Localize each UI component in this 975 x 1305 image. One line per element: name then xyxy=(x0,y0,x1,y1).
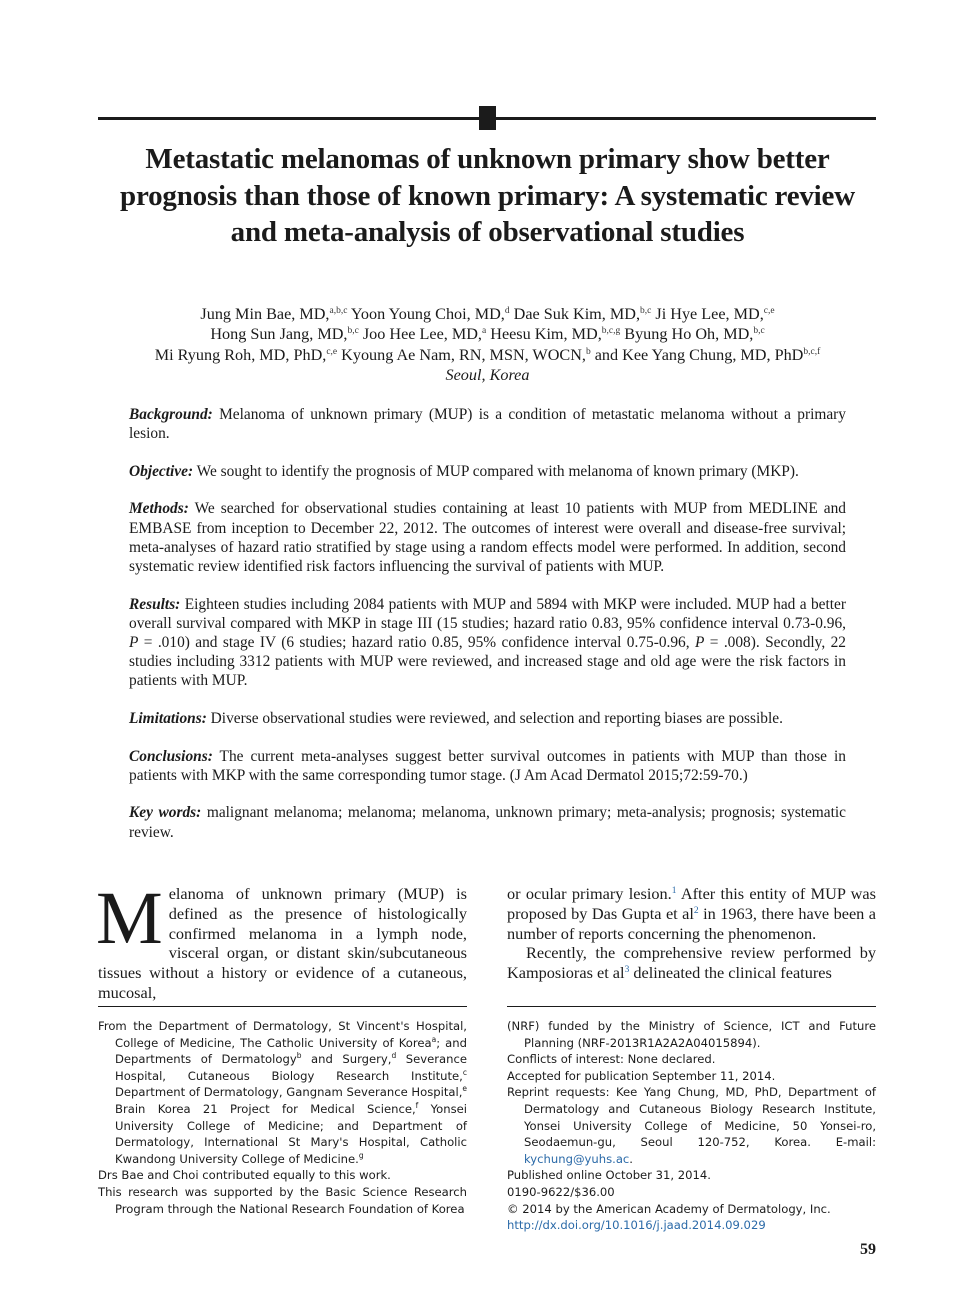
note-text: Yonsei University College of Medicine; and Department of Dermatology, International St Mary's Hospital, Catholic Kwandong University College of Medicine. xyxy=(115,1101,468,1166)
affiliation-marker: c,e xyxy=(763,306,775,316)
affiliation-marker: b,c xyxy=(640,306,652,316)
author: Ji Hye Lee, MD, xyxy=(651,305,764,323)
author-line-1 xyxy=(80,304,895,324)
section-text: = .008). Secondly, 22 studies including 3312 patients with MUP were reviewed, and increased stage and old age were the risk factors in patients with MUP. xyxy=(129,634,846,690)
author: Dae Suk Kim, MD, xyxy=(509,305,641,323)
equal-contribution-note: Drs Bae and Choi contributed equally to this work. xyxy=(98,1168,391,1183)
body-text: or ocular primary lesion. xyxy=(507,884,672,903)
section-label: Background: xyxy=(129,406,213,423)
section-label: Limitations: xyxy=(129,710,207,727)
affiliation-marker: e xyxy=(462,1084,468,1094)
note-text: Brain Korea 21 Project for Medical Science, xyxy=(115,1101,416,1116)
email-link[interactable]: kychung@yuhs.ac xyxy=(524,1151,630,1166)
author: Mi Ryung Roh, MD, PhD, xyxy=(154,345,327,364)
abstract-results xyxy=(129,595,846,691)
author-location: Seoul, Korea xyxy=(445,365,530,384)
body-paragraph xyxy=(507,943,876,983)
reprint-note: Reprint requests: Kee Yang Chung, MD, PhD, Department of Dermatology and Cutaneous Biology Research Institute, Yonsei University College of Medicine, 50 Yonsei-ro, Seodaemun-gu, Seoul 120-752, Korea. E-mail: kychung@yuhs.ac. xyxy=(507,1085,876,1166)
footnotes-right xyxy=(507,1018,876,1234)
affiliation-marker: d xyxy=(391,1051,397,1061)
drop-cap: M xyxy=(96,877,163,960)
section-text: = .010) and stage IV (6 studies; hazard ratio 0.85, 95% confidence interval 0.75-0.96, xyxy=(138,634,695,651)
author: and Kee Yang Chung, MD, PhD xyxy=(590,345,804,364)
article-title: Metastatic melanomas of unknown primary show better prognosis than those of known primary: A systematic review and meta-analysis of observational studies xyxy=(120,143,855,248)
section-text: We searched for observational studies containing at least 10 patients with MUP from MEDLINE and EMBASE from inception to December 22, 2012. The outcomes of interest were overall and disease-free survival; meta-analyses of hazard ratio stratified by stage using a random effects model were performed. In addition, second systematic review identified risk factors influencing the survival of patients with MUP. xyxy=(129,500,846,575)
section-label: Objective: xyxy=(129,462,194,480)
abstract-methods xyxy=(129,499,846,576)
section-label: Methods: xyxy=(129,500,189,518)
affiliation-marker: a,b,c xyxy=(329,306,348,316)
affiliation-marker: g xyxy=(358,1150,364,1160)
footnotes-left xyxy=(98,1018,467,1217)
author: Heesu Kim, MD, xyxy=(486,325,602,344)
affiliation-marker: a xyxy=(481,326,487,337)
section-text: The current meta-analyses suggest better survival outcomes in patients with MUP than those in patients with MKP with the same corresponding tumor stage. (J Am Acad Dermatol 2015;72:59-70.) xyxy=(129,747,846,784)
abstract-objective xyxy=(129,462,846,481)
affiliation-marker: a xyxy=(431,1034,437,1044)
reference-link[interactable]: 3 xyxy=(624,965,630,976)
author-list xyxy=(80,304,895,385)
abstract-keywords xyxy=(129,803,846,841)
affiliation-marker: f xyxy=(415,1100,419,1110)
affiliation-marker: c xyxy=(462,1067,467,1077)
section-text: Eighteen studies including 2084 patients with MUP and 5894 with MKP were included. MUP had a better overall survival compared with MKP in stage III (15 studies; hazard ratio 0.83, 95% confidence interval 0.73-0.96, xyxy=(129,595,846,632)
body-text: Recently, the comprehensive review performed by Kamposioras et al xyxy=(507,943,876,983)
abstract-limitations xyxy=(129,709,846,728)
body-text: in 1963, there have been a number of reports concerning the phenomenon. xyxy=(507,903,877,943)
section-label: Key words: xyxy=(129,804,202,822)
affiliation-marker: b xyxy=(296,1051,302,1061)
accepted-note: Accepted for publication September 11, 2014. xyxy=(507,1068,776,1083)
affiliation-marker: c,e xyxy=(326,346,338,357)
abstract-conclusions xyxy=(129,747,846,785)
author-line-3 xyxy=(80,345,895,365)
reference-link[interactable]: 1 xyxy=(671,886,677,896)
body-paragraph xyxy=(507,884,876,943)
section-label: Conclusions: xyxy=(129,747,213,765)
affiliations-note xyxy=(98,1018,467,1167)
affiliation-marker: b,c xyxy=(347,326,359,337)
author: Joo Hee Lee, MD, xyxy=(358,325,482,344)
doi-link[interactable]: http://dx.doi.org/10.1016/j.jaad.2014.09.029 xyxy=(507,1218,766,1233)
reference-link[interactable]: 2 xyxy=(693,905,699,916)
section-text: Melanoma of unknown primary (MUP) is a condition of metastatic melanoma without a primary lesion. xyxy=(129,406,846,443)
copyright-note: © 2014 by the American Academy of Dermatology, Inc. xyxy=(507,1201,831,1216)
note-text: Reprint requests: Kee Yang Chung, MD, PhD, Department of Dermatology and Cutaneous Biology Research Institute, Yonsei University College of Medicine, 50 Yonsei-ro, Seodaemun-gu, Seoul 120-752, Korea. E-mail: xyxy=(507,1085,876,1150)
note-text: ; and Departments of Dermatology xyxy=(115,1035,467,1067)
body-paragraph xyxy=(96,877,467,1003)
section-text: Diverse observational studies were reviewed, and selection and reporting biases are possible. xyxy=(206,710,783,727)
author: Hong Sun Jang, MD, xyxy=(210,325,348,344)
note-text: From the Department of Dermatology, St Vincent's Hospital, College of Medicine, The Catholic University of Korea xyxy=(98,1019,467,1050)
section-label: Results: xyxy=(129,595,181,613)
body-column-left xyxy=(96,877,467,1003)
affiliation-marker: d xyxy=(504,306,510,316)
body-text: delineated the clinical features xyxy=(629,963,832,983)
note-text: Severance Hospital, Cutaneous Biology Research Institute, xyxy=(115,1052,467,1083)
note-text: and Surgery, xyxy=(301,1052,392,1067)
header-square-marker xyxy=(479,106,496,130)
affiliation-marker: b xyxy=(585,346,591,357)
body-text: After this entity of MUP was proposed by Das Gupta et al xyxy=(507,884,876,923)
affiliation-marker: b,c,f xyxy=(803,346,821,357)
author-line-2 xyxy=(80,324,895,344)
affiliation-marker: b,c xyxy=(753,326,765,337)
author: Byung Ho Oh, MD, xyxy=(620,325,754,344)
p-value-symbol: P xyxy=(694,634,705,651)
body-text: elanoma of unknown primary (MUP) is defined as the presence of histologically confirmed melanoma in a lymph node, visceral organ, or distant skin/subcutaneous tissues without a history or evidence of a cutaneous, mucosal, xyxy=(98,884,467,1002)
footnote-rule-right xyxy=(507,1006,876,1007)
footnote-rule-left xyxy=(98,1006,467,1007)
section-text: We sought to identify the prognosis of MUP compared with melanoma of known primary (MKP). xyxy=(193,462,799,480)
abstract-background xyxy=(129,405,846,443)
section-text: malignant melanoma; melanoma; melanoma, unknown primary; meta-analysis; prognosis; systematic review. xyxy=(129,804,846,841)
page-number: 59 xyxy=(860,1241,876,1258)
author: Kyoung Ae Nam, RN, MSN, WOCN, xyxy=(337,345,586,364)
author: Jung Min Bae, MD, xyxy=(200,305,330,323)
note-text: Department of Dermatology, Gangnam Severance Hospital, xyxy=(115,1085,463,1100)
author: Yoon Young Choi, MD, xyxy=(347,305,505,323)
funding-note-continued: (NRF) funded by the Ministry of Science, ICT and Future Planning (NRF-2013R1A2A2A04015894). xyxy=(507,1019,876,1050)
affiliation-marker: b,c,g xyxy=(601,326,621,337)
conflicts-note: Conflicts of interest: None declared. xyxy=(507,1052,716,1067)
funding-note: This research was supported by the Basic Science Research Program through the National Research Foundation of Korea xyxy=(98,1184,467,1216)
published-note: Published online October 31, 2014. xyxy=(507,1168,711,1183)
body-column-right xyxy=(507,884,876,983)
p-value-symbol: P xyxy=(129,634,139,651)
abstract xyxy=(129,405,846,860)
price-note: 0190-9622/$36.00 xyxy=(507,1184,615,1199)
